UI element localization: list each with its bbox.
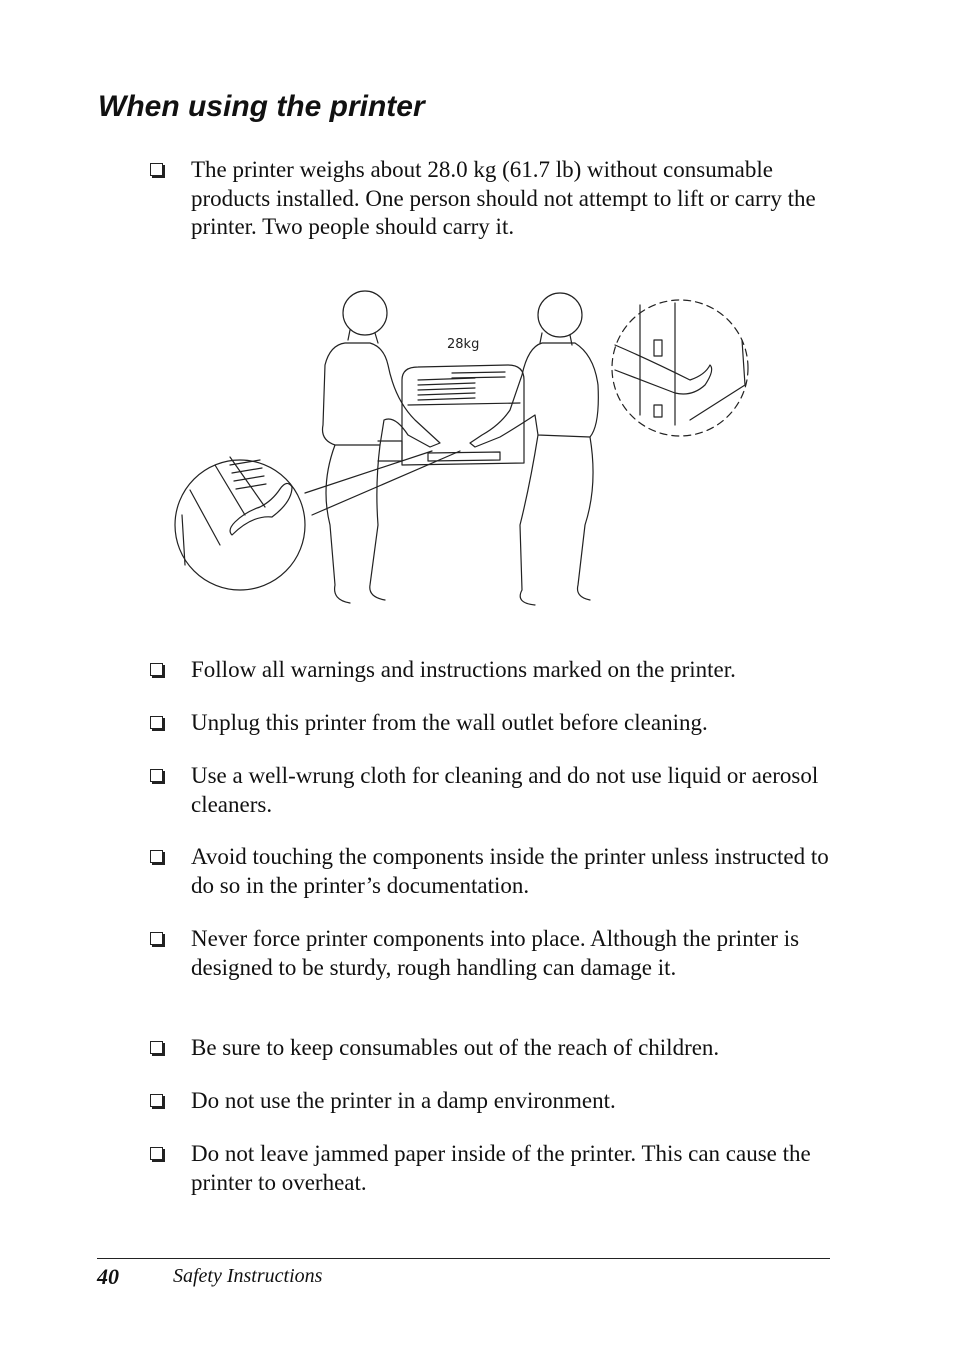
- list-item: The printer weighs about 28.0 kg (61.7 lb) without consumable products installed. One person should not attempt to lift or carry the printer. Two people should carry it.: [150, 156, 840, 242]
- checkbox-bullet-icon: [150, 932, 163, 945]
- hand-grip-detail-left: [175, 457, 305, 590]
- footer-section-title: Safety Instructions: [173, 1265, 323, 1287]
- list-item: Unplug this printer from the wall outlet before cleaning.: [150, 709, 840, 738]
- footer-divider: [97, 1258, 830, 1259]
- checkbox-bullet-icon: [150, 1147, 163, 1160]
- person-left: [323, 291, 441, 603]
- checkbox-bullet-icon: [150, 1094, 163, 1107]
- checkbox-bullet-icon: [150, 663, 163, 676]
- person-right: [470, 293, 598, 605]
- list-item: Follow all warnings and instructions marked on the printer.: [150, 656, 840, 685]
- list-item: Avoid touching the components inside the printer unless instructed to do so in the printer’s documentation.: [150, 843, 840, 900]
- checkbox-bullet-icon: [150, 1041, 163, 1054]
- list-item: Do not leave jammed paper inside of the printer. This can cause the printer to overheat.: [150, 1140, 840, 1197]
- list-item: Use a well-wrung cloth for cleaning and do not use liquid or aerosol cleaners.: [150, 762, 840, 819]
- checkbox-bullet-icon: [150, 716, 163, 729]
- list-item: Do not use the printer in a damp environment.: [150, 1087, 840, 1116]
- weight-label: 28kg: [447, 337, 480, 352]
- page-number: 40: [97, 1264, 119, 1289]
- two-people-lifting-printer-illustration: [170, 285, 760, 610]
- list-item: Be sure to keep consumables out of the reach of children.: [150, 1034, 840, 1063]
- hand-grip-detail-right: [612, 300, 748, 436]
- checkbox-bullet-icon: [150, 163, 163, 176]
- section-heading: When using the printer: [98, 90, 425, 123]
- printer: [378, 365, 524, 465]
- checkbox-bullet-icon: [150, 850, 163, 863]
- list-item: Never force printer components into place. Although the printer is designed to be sturdy, rough handling can damage it.: [150, 925, 840, 982]
- checkbox-bullet-icon: [150, 769, 163, 782]
